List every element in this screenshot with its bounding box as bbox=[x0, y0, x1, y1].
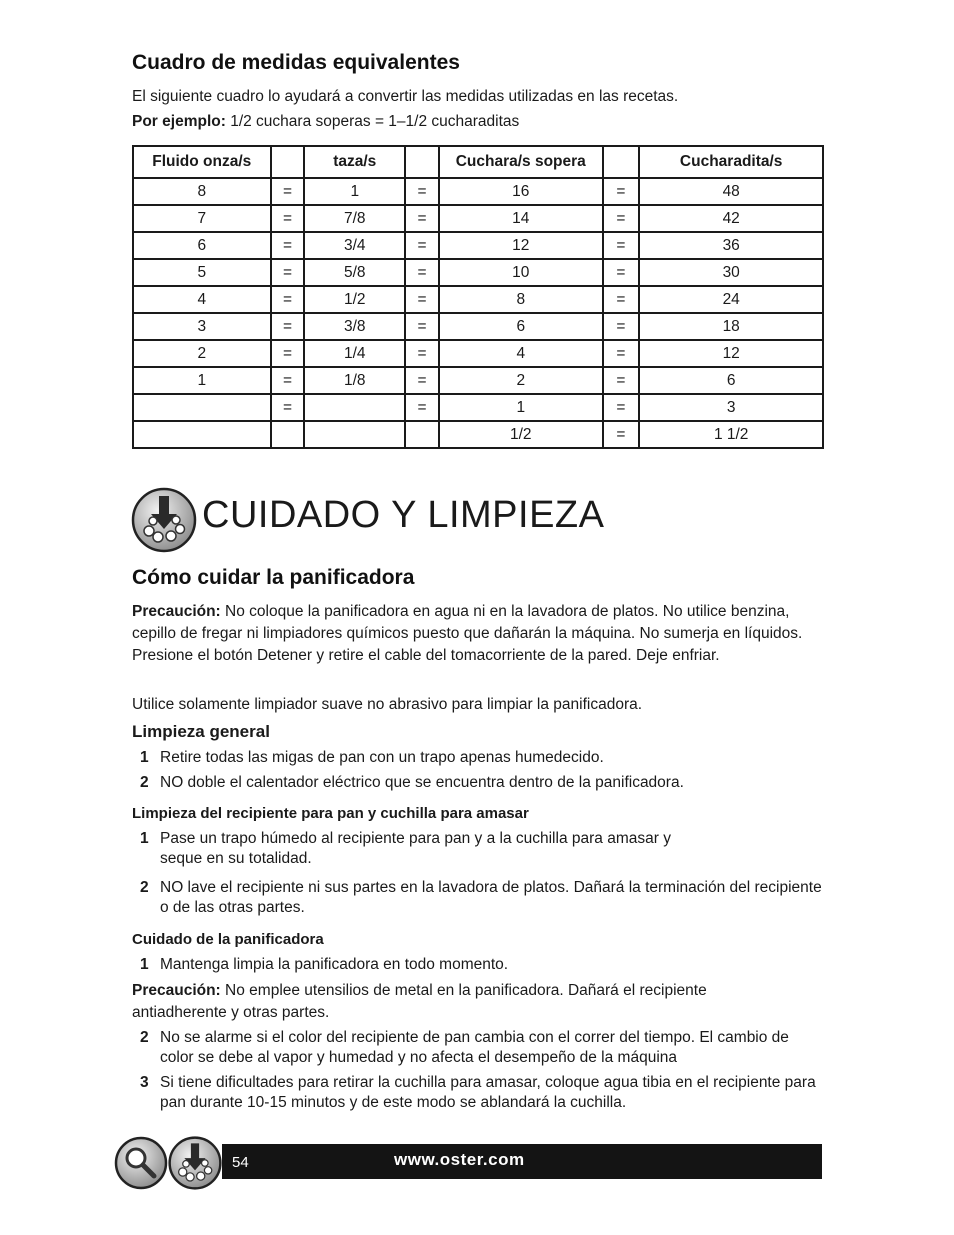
magnifier-icon bbox=[114, 1136, 168, 1190]
measures-title: Cuadro de medidas equivalentes bbox=[132, 51, 460, 74]
table-cell bbox=[304, 394, 405, 421]
example-label: Por ejemplo: bbox=[132, 113, 226, 130]
header-cell bbox=[603, 146, 640, 178]
table-row bbox=[133, 421, 823, 448]
table-cell: = bbox=[405, 367, 439, 394]
table-cell: 3 bbox=[133, 313, 271, 340]
table-cell: 12 bbox=[639, 340, 823, 367]
table-cell: = bbox=[603, 313, 640, 340]
list-text: Pase un trapo húmedo al recipiente para pan y a la cuchilla para amasar y seque en su totalidad. bbox=[160, 830, 671, 867]
table-cell: 30 bbox=[639, 259, 823, 286]
table-cell bbox=[133, 421, 271, 448]
list-number: 1 bbox=[140, 956, 149, 973]
table-cell: 16 bbox=[439, 178, 603, 205]
table-cell: 8 bbox=[439, 286, 603, 313]
measures-table bbox=[132, 145, 824, 449]
page-number: 54 bbox=[232, 1154, 249, 1171]
list-item bbox=[140, 773, 825, 793]
list-number: 2 bbox=[140, 774, 149, 791]
table-row bbox=[133, 394, 823, 421]
table-cell bbox=[304, 421, 405, 448]
container-cleaning-title: Limpieza del recipiente para pan y cuchilla para amasar bbox=[132, 805, 529, 822]
table-cell: 1/8 bbox=[304, 367, 405, 394]
table-cell: 24 bbox=[639, 286, 823, 313]
header-cell bbox=[271, 146, 305, 178]
table-cell: = bbox=[603, 178, 640, 205]
table-row bbox=[133, 178, 823, 205]
table-cell: = bbox=[271, 286, 305, 313]
list-number: 2 bbox=[140, 1029, 149, 1046]
list-number: 2 bbox=[140, 879, 149, 896]
table-cell: 6 bbox=[639, 367, 823, 394]
table-cell: = bbox=[271, 313, 305, 340]
table-cell: 1 bbox=[439, 394, 603, 421]
list-number: 1 bbox=[140, 830, 149, 847]
table-cell: 1 bbox=[304, 178, 405, 205]
list-item bbox=[140, 1028, 825, 1068]
table-cell: = bbox=[405, 232, 439, 259]
general-cleaning-title: Limpieza general bbox=[132, 722, 270, 741]
list-text: NO lave el recipiente ni sus partes en la lavadora de platos. Dañará la terminación del recipiente o de las otras partes. bbox=[160, 879, 822, 916]
table-cell: = bbox=[603, 232, 640, 259]
header-cell: Cuchara/s sopera bbox=[439, 146, 603, 178]
list-item bbox=[140, 748, 825, 768]
table-cell bbox=[405, 421, 439, 448]
table-cell: 1 bbox=[133, 367, 271, 394]
table-cell: = bbox=[271, 394, 305, 421]
table-cell: = bbox=[603, 421, 640, 448]
list-item bbox=[140, 955, 825, 975]
care-cleaning-icon bbox=[131, 487, 197, 553]
table-cell: = bbox=[405, 259, 439, 286]
table-cell: = bbox=[405, 205, 439, 232]
table-cell: 1/2 bbox=[439, 421, 603, 448]
header-cell: Fluido onza/s bbox=[133, 146, 271, 178]
table-row bbox=[133, 259, 823, 286]
caution-text: No coloque la panificadora en agua ni en la lavadora de platos. No utilice benzina, cepillo de fregar ni limpiadores químicos puesto que dañarán la máquina. No sumerja en líquidos. Presione el botón Detener y retire el cable del tomacorriente de la pared. Deje enfriar. bbox=[132, 603, 803, 664]
list-item bbox=[140, 829, 700, 869]
measures-intro: El siguiente cuadro lo ayudará a convertir las medidas utilizadas en las recetas. bbox=[132, 88, 679, 105]
table-cell: 3/4 bbox=[304, 232, 405, 259]
table-cell: = bbox=[405, 286, 439, 313]
example-text: 1/2 cuchara soperas = 1–1/2 cucharaditas bbox=[225, 113, 520, 130]
table-cell: = bbox=[271, 232, 305, 259]
table-cell: 3 bbox=[639, 394, 823, 421]
table-cell: = bbox=[405, 394, 439, 421]
table-cell bbox=[271, 421, 305, 448]
header-cell: Cucharadita/s bbox=[639, 146, 823, 178]
cleaning-footer-icon bbox=[168, 1136, 222, 1190]
header-cell bbox=[405, 146, 439, 178]
table-cell: 3/8 bbox=[304, 313, 405, 340]
footer-url: www.oster.com bbox=[394, 1150, 525, 1169]
table-row bbox=[133, 205, 823, 232]
table-cell: = bbox=[603, 367, 640, 394]
table-cell: = bbox=[271, 367, 305, 394]
list-item bbox=[140, 878, 825, 918]
table-cell: 18 bbox=[639, 313, 823, 340]
table-cell: = bbox=[603, 286, 640, 313]
table-cell: = bbox=[603, 394, 640, 421]
list-text: Si tiene dificultades para retirar la cuchilla para amasar, coloque agua tibia en el recipiente para pan durante 10-15 minutos y de este modo se ablandará la cuchilla. bbox=[160, 1074, 816, 1111]
table-cell: = bbox=[603, 340, 640, 367]
table-cell: 2 bbox=[439, 367, 603, 394]
caution-label: Precaución: bbox=[132, 603, 221, 620]
table-cell: = bbox=[405, 178, 439, 205]
mild-cleaner-text: Utilice solamente limpiador suave no abrasivo para limpiar la panificadora. bbox=[132, 696, 643, 713]
table-cell: 6 bbox=[439, 313, 603, 340]
table-cell: 14 bbox=[439, 205, 603, 232]
list-text: Retire todas las migas de pan con un trapo apenas humedecido. bbox=[160, 749, 604, 766]
table-cell: 7/8 bbox=[304, 205, 405, 232]
machine-caution-paragraph bbox=[132, 980, 772, 1024]
care-caution-paragraph bbox=[132, 601, 824, 667]
list-text: NO doble el calentador eléctrico que se encuentra dentro de la panificadora. bbox=[160, 774, 684, 791]
table-cell bbox=[133, 394, 271, 421]
table-cell: 10 bbox=[439, 259, 603, 286]
table-cell: 8 bbox=[133, 178, 271, 205]
table-cell: 12 bbox=[439, 232, 603, 259]
list-item bbox=[140, 1073, 825, 1113]
table-cell: 5/8 bbox=[304, 259, 405, 286]
footer-bar bbox=[222, 1144, 822, 1179]
table-cell: 6 bbox=[133, 232, 271, 259]
table-cell: 1 1/2 bbox=[639, 421, 823, 448]
table-cell: 48 bbox=[639, 178, 823, 205]
machine-care-title: Cuidado de la panificadora bbox=[132, 931, 324, 948]
table-cell: = bbox=[405, 340, 439, 367]
list-text: Mantenga limpia la panificadora en todo momento. bbox=[160, 956, 509, 973]
header-cell: taza/s bbox=[304, 146, 405, 178]
table-cell: 7 bbox=[133, 205, 271, 232]
table-row bbox=[133, 340, 823, 367]
list-text: No se alarme si el color del recipiente de pan cambia con el correr del tiempo. El cambio de color se debe al vapor y humedad y no afecta el desempeño de la máquina bbox=[160, 1029, 789, 1066]
table-cell: 2 bbox=[133, 340, 271, 367]
table-cell: = bbox=[405, 313, 439, 340]
table-row bbox=[133, 232, 823, 259]
table-cell: 5 bbox=[133, 259, 271, 286]
list-number: 3 bbox=[140, 1074, 149, 1091]
table-row bbox=[133, 367, 823, 394]
table-cell: 1/4 bbox=[304, 340, 405, 367]
caution-text: No emplee utensilios de metal en la panificadora. Dañará el recipiente antiadherente y otras partes. bbox=[132, 982, 707, 1021]
table-cell: = bbox=[271, 340, 305, 367]
table-cell: 42 bbox=[639, 205, 823, 232]
care-section-title: Cómo cuidar la panificadora bbox=[132, 566, 415, 589]
caution-label: Precaución: bbox=[132, 982, 221, 999]
table-cell: 1/2 bbox=[304, 286, 405, 313]
table-cell: 36 bbox=[639, 232, 823, 259]
table-cell: 4 bbox=[133, 286, 271, 313]
table-cell: = bbox=[271, 259, 305, 286]
table-cell: = bbox=[603, 205, 640, 232]
table-cell: 4 bbox=[439, 340, 603, 367]
table-cell: = bbox=[271, 178, 305, 205]
table-row bbox=[133, 313, 823, 340]
table-row bbox=[133, 286, 823, 313]
care-banner-title: CUIDADO Y LIMPIEZA bbox=[202, 494, 605, 536]
table-header-row bbox=[133, 146, 823, 178]
list-number: 1 bbox=[140, 749, 149, 766]
table-cell: = bbox=[271, 205, 305, 232]
table-cell: = bbox=[603, 259, 640, 286]
measures-example bbox=[132, 111, 519, 133]
